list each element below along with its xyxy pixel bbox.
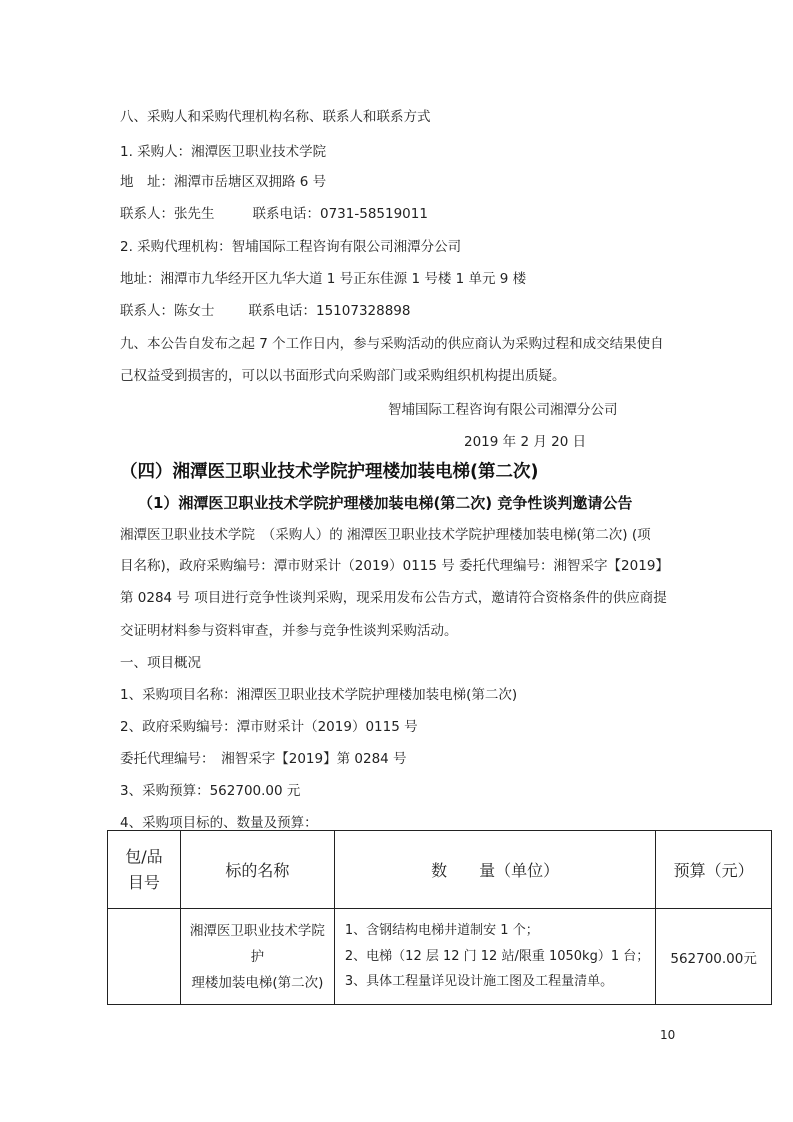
- overview-item-3: 3、采购预算：562700.00 元: [120, 783, 301, 799]
- intro-line-4: 交证明材料参与资料审查，并参与竞争性谈判采购活动。: [120, 623, 458, 639]
- header-item-name: 标的名称: [180, 831, 334, 909]
- invitation-heading: （1）湘潭医卫职业技术学院护理楼加装电梯(第二次) 竞争性谈判邀请公告: [138, 494, 633, 512]
- overview-item-4: 4、采购项目标的、数量及预算：: [120, 815, 318, 831]
- intro-line-1: 湘潭医卫职业技术学院 （采购人）的 湘潭医卫职业技术学院护理楼加装电梯(第二次) (项: [120, 527, 651, 543]
- section-8-heading: 八、采购人和采购代理机构名称、联系人和联系方式: [120, 109, 431, 125]
- agency-phone: 联系电话：15107328898: [248, 303, 411, 319]
- overview-heading: 一、项目概况: [120, 655, 201, 671]
- agency-contact-row: [120, 302, 410, 320]
- intro-line-2: 目名称)，政府采购编号：潭市财采计（2019）0115 号 委托代理编号：湘智采字【2019】: [120, 558, 669, 574]
- header-budget: 预算（元）: [656, 831, 772, 909]
- header-package-number: [108, 831, 181, 909]
- purchaser-address: 地 址：湘潭市岳塘区双拥路 6 号: [120, 174, 327, 190]
- agency-address: 地址：湘潭市九华经开区九华大道 1 号正东佳源 1 号楼 1 单元 9 楼: [120, 271, 527, 287]
- purchaser-contact: 联系人：张先生: [120, 206, 215, 222]
- header-quantity: 数 量（单位）: [334, 831, 655, 909]
- purchaser-line: 1. 采购人：湘潭医卫职业技术学院: [120, 144, 327, 160]
- section-9-line-1: 九、本公告自发布之起 7 个工作日内，参与采购活动的供应商认为采购过程和成交结果使自: [120, 336, 664, 352]
- section-9-line-2: 己权益受到损害的，可以以书面形式向采购部门或采购组织机构提出质疑。: [120, 368, 566, 384]
- cell-item-name-line-2: 理楼加装电梯(第二次): [191, 974, 324, 991]
- intro-line-3: 第 0284 号 项目进行竞争性谈判采购，现采用发布公告方式，邀请符合资格条件的供应商提: [120, 590, 667, 606]
- cell-package-number: [108, 909, 181, 1005]
- overview-item-2: 2、政府采购编号：潭市财采计（2019）0115 号: [120, 719, 418, 735]
- agency-contact: 联系人：陈女士: [120, 303, 215, 319]
- purchaser-phone: 联系电话：0731-58519011: [252, 206, 428, 222]
- header-package-line-2: 目号: [127, 872, 160, 892]
- quantity-line-2: 2、电梯（12 层 12 门 12 站/限重 1050kg）1 台；: [344, 948, 650, 964]
- overview-item-1: 1、采购项目名称：湘潭医卫职业技术学院护理楼加装电梯(第二次): [120, 687, 518, 703]
- signature-date: 2019 年 2 月 20 日: [464, 434, 587, 450]
- table-row: [108, 909, 772, 1005]
- project-heading: （四）湘潭医卫职业技术学院护理楼加装电梯(第二次): [120, 462, 539, 482]
- cell-budget: 562700.00元: [656, 909, 772, 1005]
- table-header-row: [108, 831, 772, 909]
- cell-item-name: [180, 909, 334, 1005]
- overview-agent-number: 委托代理编号： 湘智采字【2019】第 0284 号: [120, 751, 407, 767]
- procurement-items-table: [107, 830, 772, 1005]
- quantity-line-3: 3、具体工程量详见设计施工图及工程量清单。: [344, 974, 614, 990]
- cell-item-name-line-1: 湘潭医卫职业技术学院护: [189, 922, 325, 965]
- page-number: 10: [660, 1028, 676, 1042]
- agency-line: 2. 采购代理机构：智埔国际工程咨询有限公司湘潭分公司: [120, 239, 462, 255]
- cell-quantity: [334, 909, 655, 1005]
- quantity-line-1: 1、含钢结构电梯井道制安 1 个；: [344, 923, 539, 939]
- header-package-line-1: 包/品: [125, 846, 163, 866]
- signature-company: 智埔国际工程咨询有限公司湘潭分公司: [388, 402, 618, 418]
- purchaser-contact-row: [120, 205, 428, 223]
